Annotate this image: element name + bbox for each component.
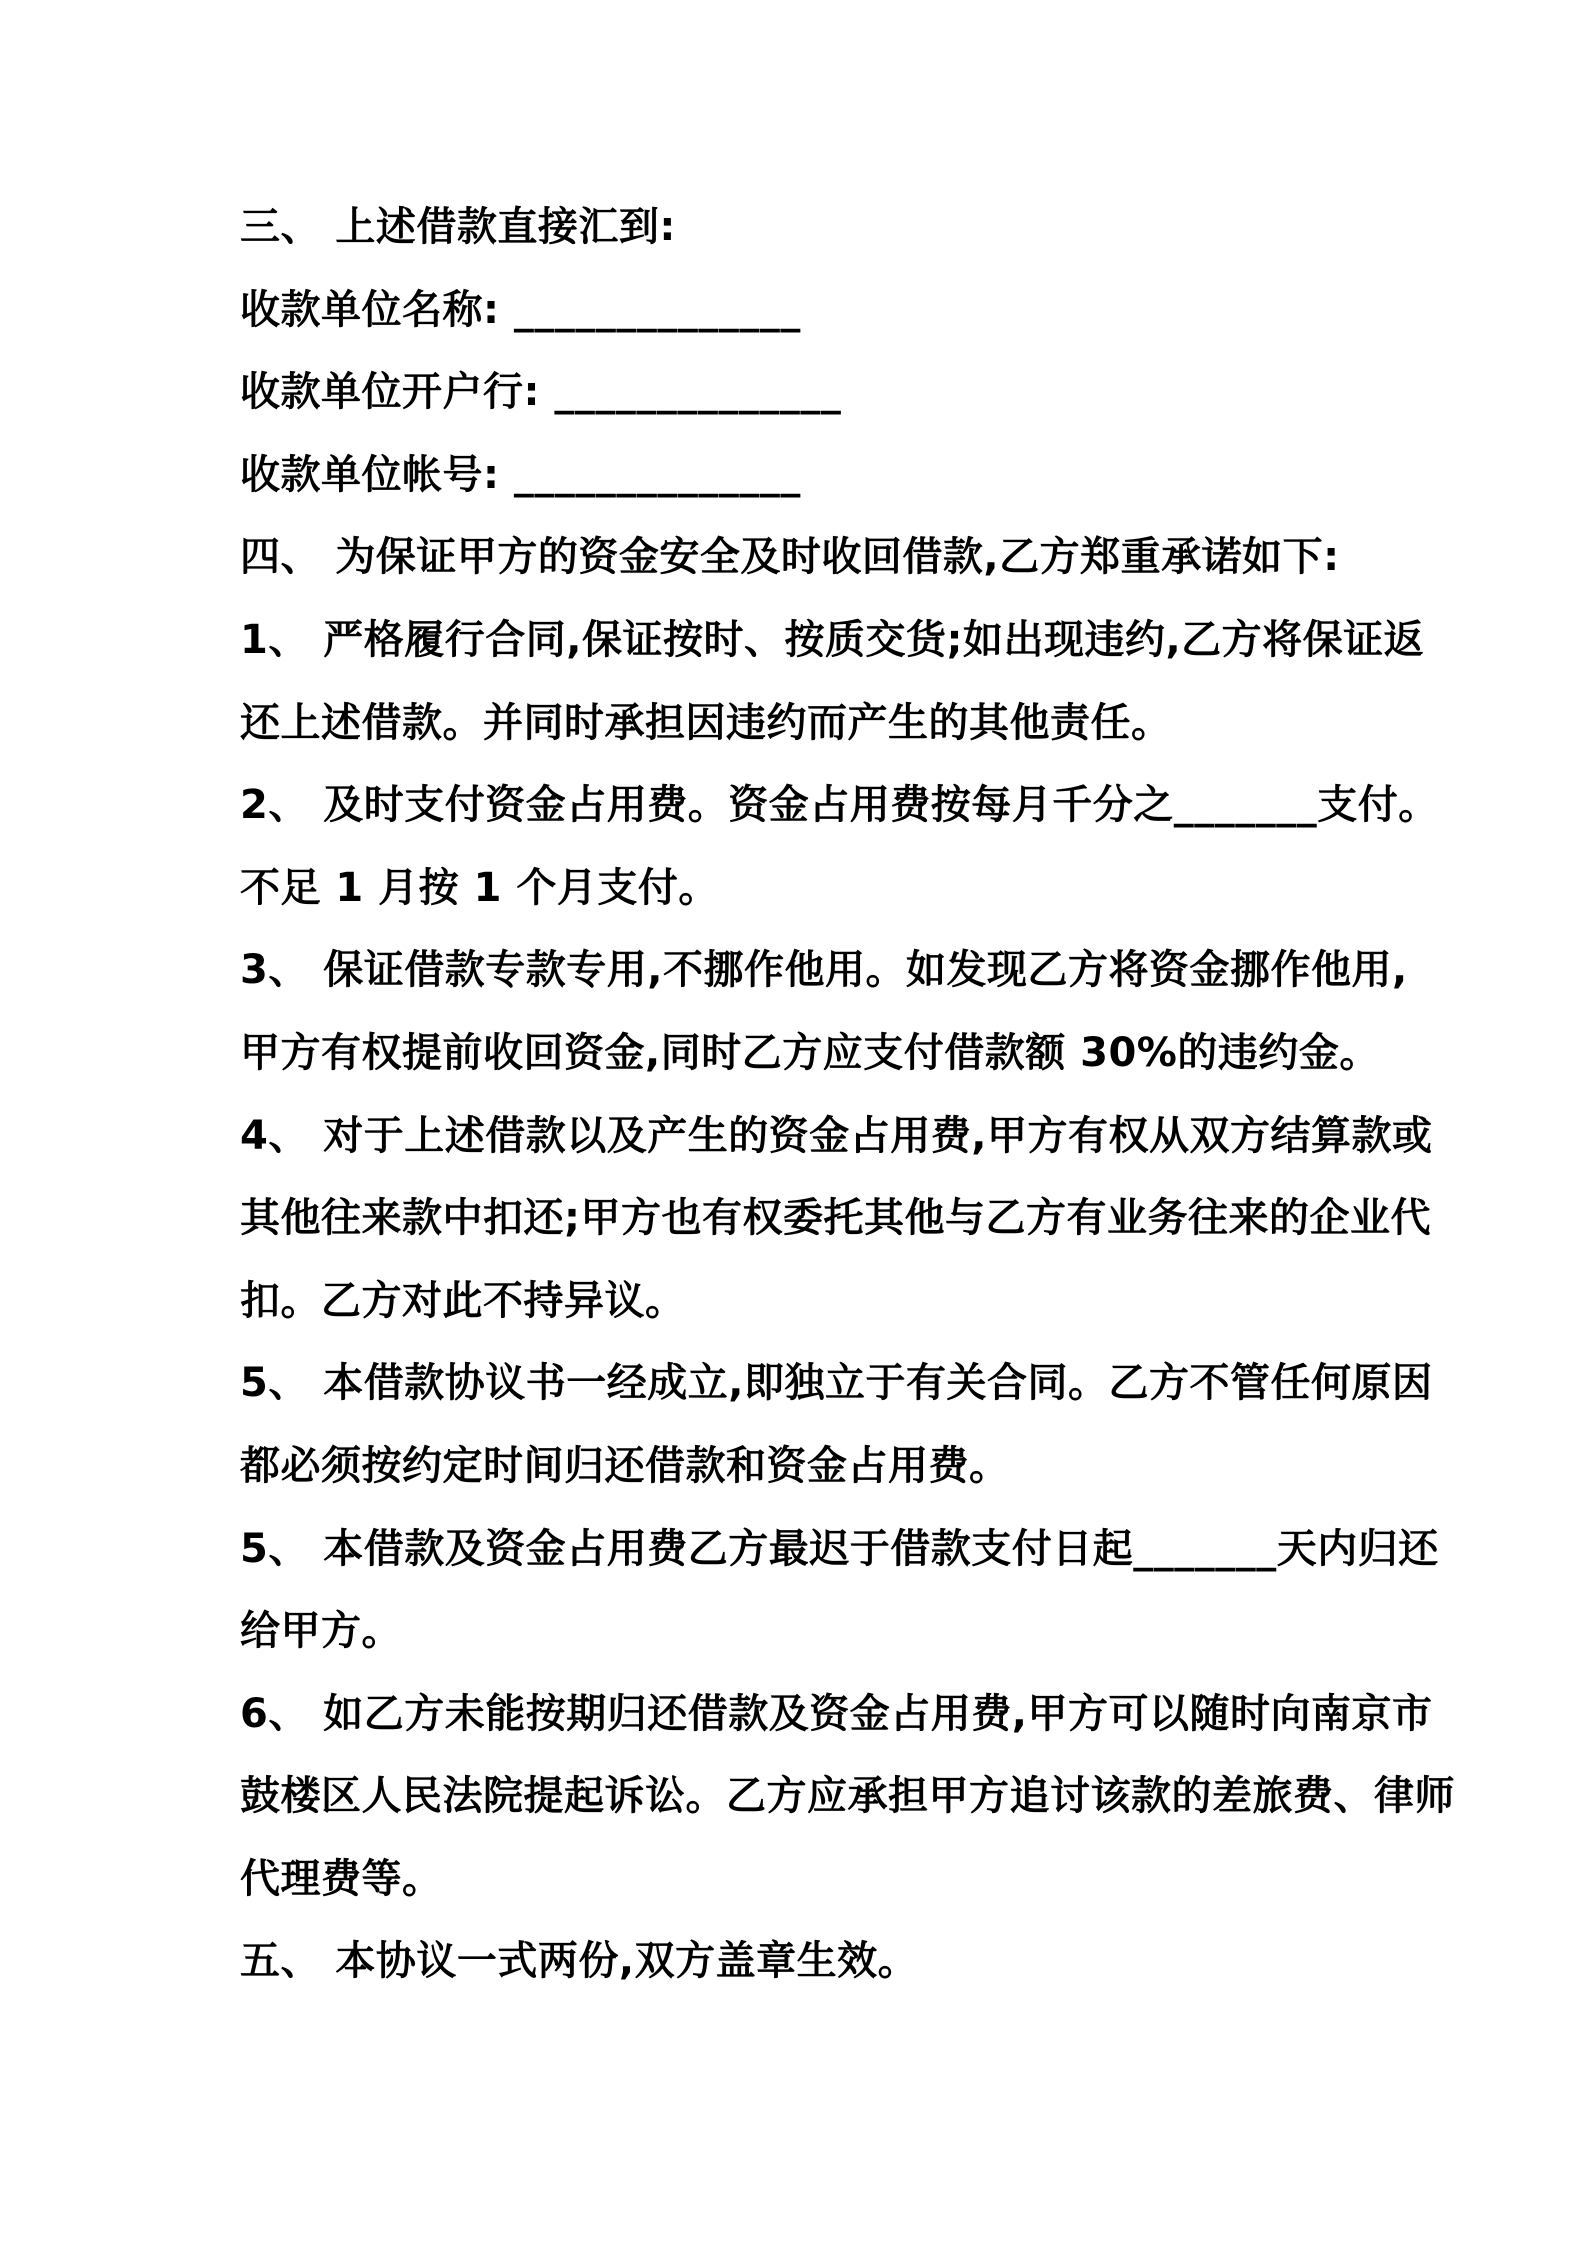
item-5b-line-2: 给甲方。 <box>240 1608 402 1655</box>
item-4-line-2: 其他往来款中扣还;甲方也有权委托其他与乙方有业务往来的企业代 <box>240 1195 1431 1242</box>
item-1-line-2: 还上述借款。并同时承担因违约而产生的其他责任。 <box>240 699 1172 746</box>
item-2-line-2: 不足 1 月按 1 个月支付。 <box>240 864 719 911</box>
item-6-line-2: 鼓楼区人民法院提起诉讼。乙方应承担甲方追讨该款的差旅费、律师 <box>240 1773 1455 1820</box>
item-6-line-3: 代理费等。 <box>240 1855 443 1902</box>
item-3-line-2: 甲方有权提前收回资金,同时乙方应支付借款额 30%的违约金。 <box>240 1029 1380 1076</box>
item-4-line-3: 扣。乙方对此不持异议。 <box>240 1277 686 1324</box>
payee-account-blank-line: 收款单位帐号: ______________ <box>240 451 801 498</box>
item-2-line-1: 2、 及时支付资金占用费。资金占用费按每月千分之_______支付。 <box>240 782 1439 829</box>
contract-body <box>240 186 1456 2003</box>
payee-name-blank-line: 收款单位名称: ______________ <box>240 286 801 333</box>
section-5-heading: 五、 本协议一式两份,双方盖章生效。 <box>240 1938 919 1985</box>
item-3-line-1: 3、 保证借款专款专用,不挪作他用。如发现乙方将资金挪作他用, <box>240 947 1408 994</box>
payee-bank-blank-line: 收款单位开户行: ______________ <box>240 369 842 416</box>
item-4-line-1: 4、 对于上述借款以及产生的资金占用费,甲方有权从双方结算款或 <box>240 1112 1433 1159</box>
item-5-line-2: 都必须按约定时间归还借款和资金占用费。 <box>240 1442 1010 1489</box>
section-4-heading: 四、 为保证甲方的资金安全及时收回借款,乙方郑重承诺如下: <box>240 534 1340 581</box>
item-5-line-1: 5、 本借款协议书一经成立,即独立于有关合同。乙方不管任何原因 <box>240 1360 1433 1407</box>
item-5b-line-1: 5、 本借款及资金占用费乙方最迟于借款支付日起_______天内归还 <box>240 1525 1439 1572</box>
item-6-line-1: 6、 如乙方未能按期归还借款及资金占用费,甲方可以随时向南京市 <box>240 1690 1433 1737</box>
item-1-line-1: 1、 严格履行合同,保证按时、按质交货;如出现违约,乙方将保证返 <box>240 616 1425 663</box>
section-3-heading: 三、 上述借款直接汇到: <box>240 204 676 250</box>
